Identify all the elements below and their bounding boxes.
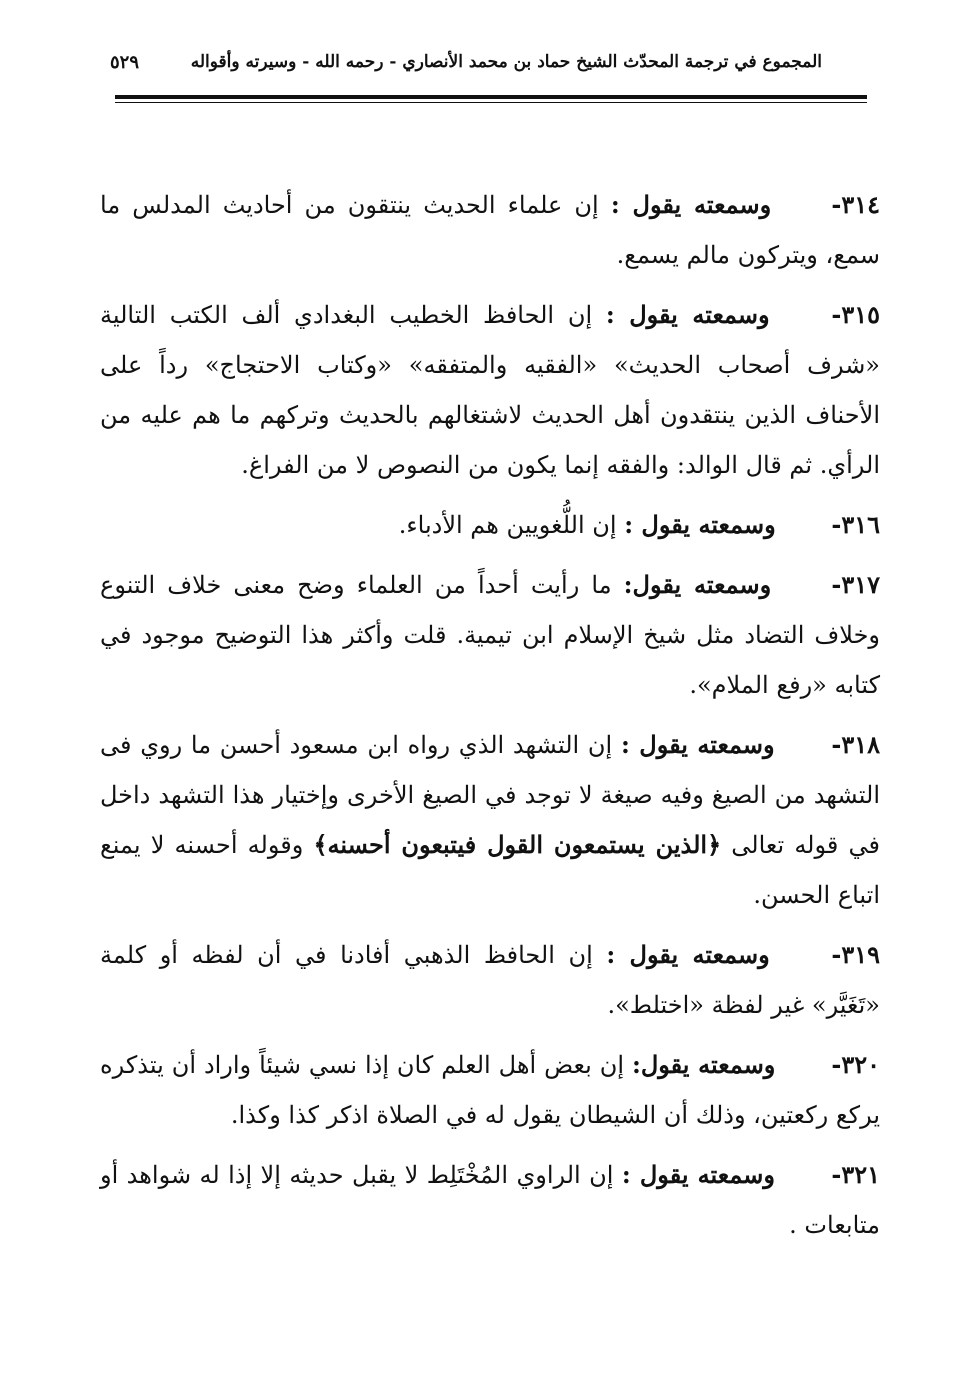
entry-text-after: وقوله أحسنه لا يمنع اتباع الحسن.: [100, 831, 880, 909]
header-rule-thin: [115, 102, 867, 103]
entry-320: [100, 1040, 880, 1140]
entry-314: [100, 180, 880, 280]
entry-lead: وسمعته يقول:: [631, 1050, 776, 1079]
header-title: المجموع في ترجمة المحدّث الشيخ حماد بن محمد الأنصاري - رحمه الله - وسيرته وأقواله: [190, 52, 822, 72]
entry-number: ٣١٧-: [831, 570, 880, 599]
entry-lead: وسمعته يقول:: [623, 570, 772, 599]
header-rule-thick: [115, 95, 867, 99]
entry-text: إن علماء الحديث ينتقون من أحاديث المدلس ما سمع، ويتركون مالم يسمع.: [100, 191, 880, 269]
entry-lead: وسمعته يقول :: [621, 1160, 775, 1189]
entry-lead: وسمعته يقول :: [610, 190, 772, 219]
entry-number: ٣٢١-: [831, 1160, 880, 1189]
entry-lead: وسمعته يقول :: [606, 940, 770, 969]
entry-316: [100, 500, 880, 550]
entry-lead: وسمعته يقول :: [605, 300, 770, 329]
entry-number: ٣١٩-: [831, 940, 880, 969]
running-header: [110, 52, 822, 82]
entry-text: ما رأيت أحداً من العلماء وضح معنى خلاف التنوع وخلاف التضاد مثل شيخ الإسلام ابن تيمية. قلت وأكثر هذا التوضيح موجود في كتابه «رفع الملام».: [100, 571, 880, 699]
entry-number: ٣١٤-: [831, 190, 880, 219]
entry-315: [100, 290, 880, 490]
body-text: [100, 180, 880, 1260]
entry-text: إن بعض أهل العلم كان إذا نسي شيئاً واراد أن يتذكره يركع ركعتين، وذلك أن الشيطان يقول له في الصلاة اذكر كذا وكذا.: [100, 1051, 880, 1129]
entry-text: إن اللُّغويين هم الأدباء.: [398, 511, 617, 539]
entry-number: ٣٢٠-: [831, 1050, 880, 1079]
entry-lead: وسمعته يقول :: [624, 510, 776, 539]
entry-318: [100, 720, 880, 920]
quran-quote: ﴿الذين يستمعون القول فيتبعون أحسنه﴾: [313, 830, 722, 859]
entry-text: إن التشهد الذي رواه ابن مسعود أحسن ما روي فى التشهد من الصيغ وفيه صيغة لا توجد في الصيغ الأخرى وإختيار هذا التشهد داخل في قوله تعالى: [100, 731, 881, 859]
entry-number: ٣١٦-: [831, 510, 880, 539]
entry-number: ٣١٥-: [831, 300, 880, 329]
entry-text: إن الحافظ الذهبي أفادنا في أن لفظه أو كلمة «تَغَيَّر» غير لفظة «اختلط».: [100, 941, 880, 1019]
entry-text: إن الحافظ الخطيب البغدادي ألف الكتب التالية «شرف أصحاب الحديث» «الفقيه والمتفقه» «وكتاب الاحتجاج» رداً على الأحناف الذين ينتقدون أهل الحديث لاشتغالهم بالحديث وتركهم ما هم عليه من الرأي. ثم قال الوالد: والفقه إنما يكون من النصوص لا من الفراغ.: [100, 301, 880, 479]
entry-319: [100, 930, 880, 1030]
entry-321: [100, 1150, 880, 1250]
entry-lead: وسمعته يقول :: [620, 730, 775, 759]
entry-317: [100, 560, 880, 710]
entry-number: ٣١٨-: [831, 730, 881, 759]
page-number: ٥٢٩: [110, 52, 140, 73]
entry-text: إن الراوي المُخْتَلِط لا يقبل حديثه إلا إذا له شواهد أو متابعات .: [100, 1161, 880, 1239]
